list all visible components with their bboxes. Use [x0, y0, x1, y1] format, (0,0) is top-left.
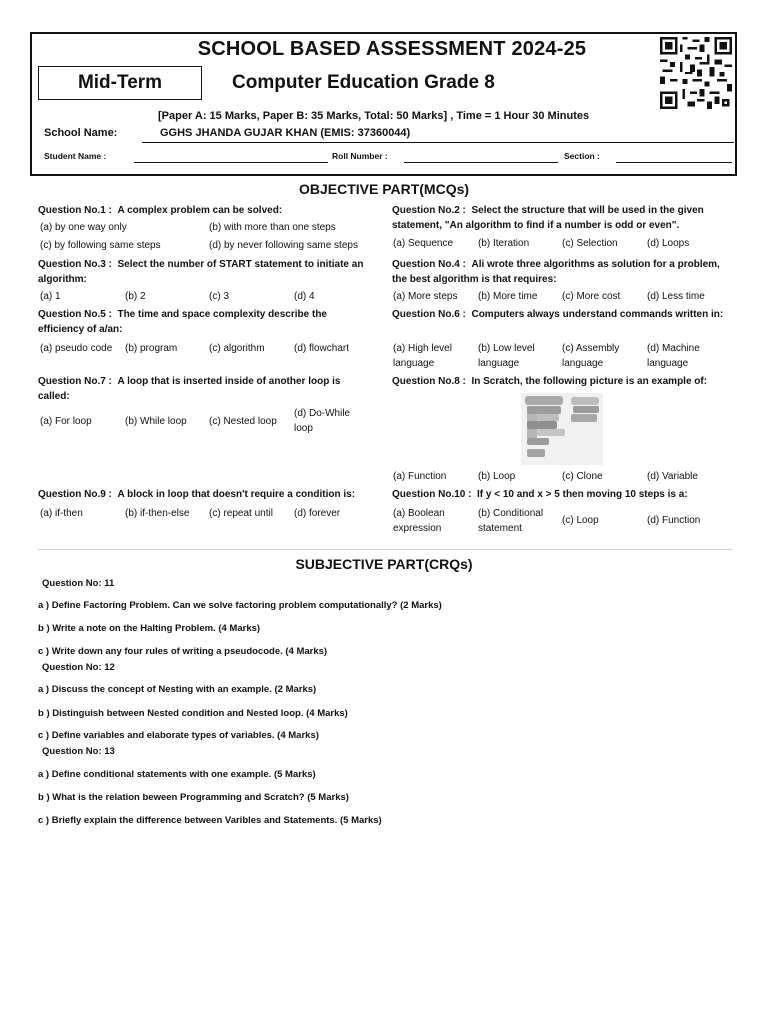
option[interactable]: (c) Clone: [562, 471, 603, 482]
question-label: Question No.7 :: [38, 376, 112, 387]
option[interactable]: (d) Do-While loop: [294, 408, 351, 434]
question-text: Ali wrote three algorithms as solution for a problem, the best algorithm is that requires:: [392, 259, 720, 285]
option[interactable]: (c) More cost: [562, 291, 621, 302]
question-part: b ) What is the relation beween Programming and Scratch? (5 Marks): [38, 792, 349, 803]
section-divider: [38, 549, 732, 550]
question-12-label: Question No: 12: [42, 662, 115, 673]
option[interactable]: (d) Variable: [647, 471, 698, 482]
question-5: [38, 308, 368, 337]
question-part: a ) Define Factoring Problem. Can we solve factoring problem computationally? (2 Marks): [38, 600, 442, 611]
option[interactable]: (a) High level language: [393, 343, 452, 369]
question-label: Question No.9 :: [38, 489, 112, 500]
question-text: Computers always understand commands written in:: [471, 309, 724, 320]
paper-info: [Paper A: 15 Marks, Paper B: 35 Marks, Total: 50 Marks] , Time = 1 Hour 30 Minutes: [158, 110, 590, 122]
option[interactable]: (a) More steps: [393, 291, 458, 302]
question-label: Question No.10 :: [392, 489, 472, 500]
option[interactable]: (b) if-then-else: [125, 508, 190, 519]
qr-code-icon: [660, 37, 732, 109]
option[interactable]: (c) repeat until: [209, 508, 273, 519]
option[interactable]: (b) program: [125, 343, 178, 354]
question-text: If y < 10 and x > 5 then moving 10 steps is a:: [477, 489, 688, 500]
option[interactable]: (d) by never following same steps: [209, 240, 358, 251]
question-label: Question No.5 :: [38, 309, 112, 320]
school-name-label: School Name:: [44, 127, 118, 139]
question-2: [392, 204, 732, 233]
question-text: In Scratch, the following picture is an example of:: [471, 376, 708, 387]
exam-header: [30, 32, 737, 176]
option[interactable]: (b) While loop: [125, 416, 187, 427]
option[interactable]: (d) Loops: [647, 238, 690, 249]
question-label: Question No.2 :: [392, 205, 466, 216]
option[interactable]: (a) Boolean expression: [393, 508, 445, 534]
option[interactable]: (a) 1: [40, 291, 61, 302]
option[interactable]: (a) Sequence: [393, 238, 454, 249]
option[interactable]: (d) 4: [294, 291, 315, 302]
question-label: Question No.4 :: [392, 259, 466, 270]
question-6: [392, 308, 732, 323]
school-name-value: GGHS JHANDA GUJAR KHAN (EMIS: 37360044): [160, 127, 411, 139]
section-field[interactable]: [616, 162, 732, 163]
question-9: [38, 488, 378, 503]
term-box: Mid-Term: [38, 66, 202, 100]
question-label: Question No.3 :: [38, 259, 112, 270]
question-text: Select the number of START statement to initiate an algorithm:: [38, 259, 364, 285]
option[interactable]: (b) Low level language: [478, 343, 535, 369]
question-label: Question No.1 :: [38, 205, 112, 216]
scratch-blocks-picture: [521, 393, 603, 465]
question-label: Question No.6 :: [392, 309, 466, 320]
question-11-label: Question No: 11: [42, 578, 115, 589]
option[interactable]: (c) by following same steps: [40, 240, 161, 251]
roll-number-field[interactable]: [404, 162, 558, 163]
question-text: A loop that is inserted inside of another loop is called:: [38, 376, 341, 402]
option[interactable]: (d) forever: [294, 508, 341, 519]
option[interactable]: (d) Machine language: [647, 343, 700, 369]
option[interactable]: (c) Selection: [562, 238, 618, 249]
option[interactable]: (d) Less time: [647, 291, 705, 302]
option[interactable]: (b) with more than one steps: [209, 222, 336, 233]
question-7: [38, 375, 368, 404]
question-1: [38, 204, 378, 219]
question-label: Question No.8 :: [392, 376, 466, 387]
objective-heading: OBJECTIVE PART(MCQs): [298, 181, 470, 197]
option[interactable]: (b) Conditional statement: [478, 508, 544, 534]
question-text: A block in loop that doesn't require a condition is:: [117, 489, 356, 500]
option[interactable]: (a) if-then: [40, 508, 83, 519]
header-rule: [142, 142, 734, 143]
question-part: c ) Define variables and elaborate types of variables. (4 Marks): [38, 730, 319, 741]
option[interactable]: (a) by one way only: [40, 222, 127, 233]
option[interactable]: (a) pseudo code: [40, 343, 113, 354]
option[interactable]: (b) Loop: [478, 471, 516, 482]
question-part: a ) Discuss the concept of Nesting with an example. (2 Marks): [38, 684, 317, 695]
question-part: b ) Write a note on the Halting Problem. (4 Marks): [38, 623, 261, 634]
option[interactable]: (c) Assembly language: [562, 343, 620, 369]
option[interactable]: (b) 2: [125, 291, 146, 302]
student-name-label: Student Name :: [44, 151, 107, 161]
option[interactable]: (c) Nested loop: [209, 416, 277, 427]
roll-number-label: Roll Number :: [332, 151, 388, 161]
option[interactable]: (c) algorithm: [209, 343, 265, 354]
question-part: a ) Define conditional statements with one example. (5 Marks): [38, 769, 316, 780]
option[interactable]: (b) More time: [478, 291, 538, 302]
option[interactable]: (d) flowchart: [294, 343, 350, 354]
option[interactable]: (d) Function: [647, 515, 701, 526]
question-3: [38, 258, 378, 287]
question-8: [392, 375, 732, 390]
question-4: [392, 258, 732, 287]
option[interactable]: (a) For loop: [40, 416, 92, 427]
question-part: c ) Write down any four rules of writing a pseudocode. (4 Marks): [38, 646, 328, 657]
question-13-label: Question No: 13: [42, 746, 115, 757]
option[interactable]: (c) 3: [209, 291, 229, 302]
subjective-heading: SUBJECTIVE PART(CRQs): [295, 556, 473, 572]
question-10: [392, 488, 732, 503]
question-text: A complex problem can be solved:: [117, 205, 283, 216]
student-name-field[interactable]: [134, 162, 328, 163]
exam-subtitle: Computer Education Grade 8: [232, 72, 495, 93]
option[interactable]: (c) Loop: [562, 515, 599, 526]
question-part: b ) Distinguish between Nested condition and Nested loop. (4 Marks): [38, 708, 348, 719]
question-text: Select the structure that will be used in the given statement, "An algorithm to find if a number is odd or even".: [392, 205, 704, 231]
option[interactable]: (a) Function: [393, 471, 447, 482]
option[interactable]: (b) Iteration: [478, 238, 530, 249]
question-text: The time and space complexity describe the efficiency of a/an:: [38, 309, 327, 335]
exam-title: SCHOOL BASED ASSESSMENT 2024-25: [197, 38, 587, 60]
question-part: c ) Briefly explain the difference between Varibles and Statements. (5 Marks): [38, 815, 382, 826]
section-label: Section :: [564, 151, 600, 161]
